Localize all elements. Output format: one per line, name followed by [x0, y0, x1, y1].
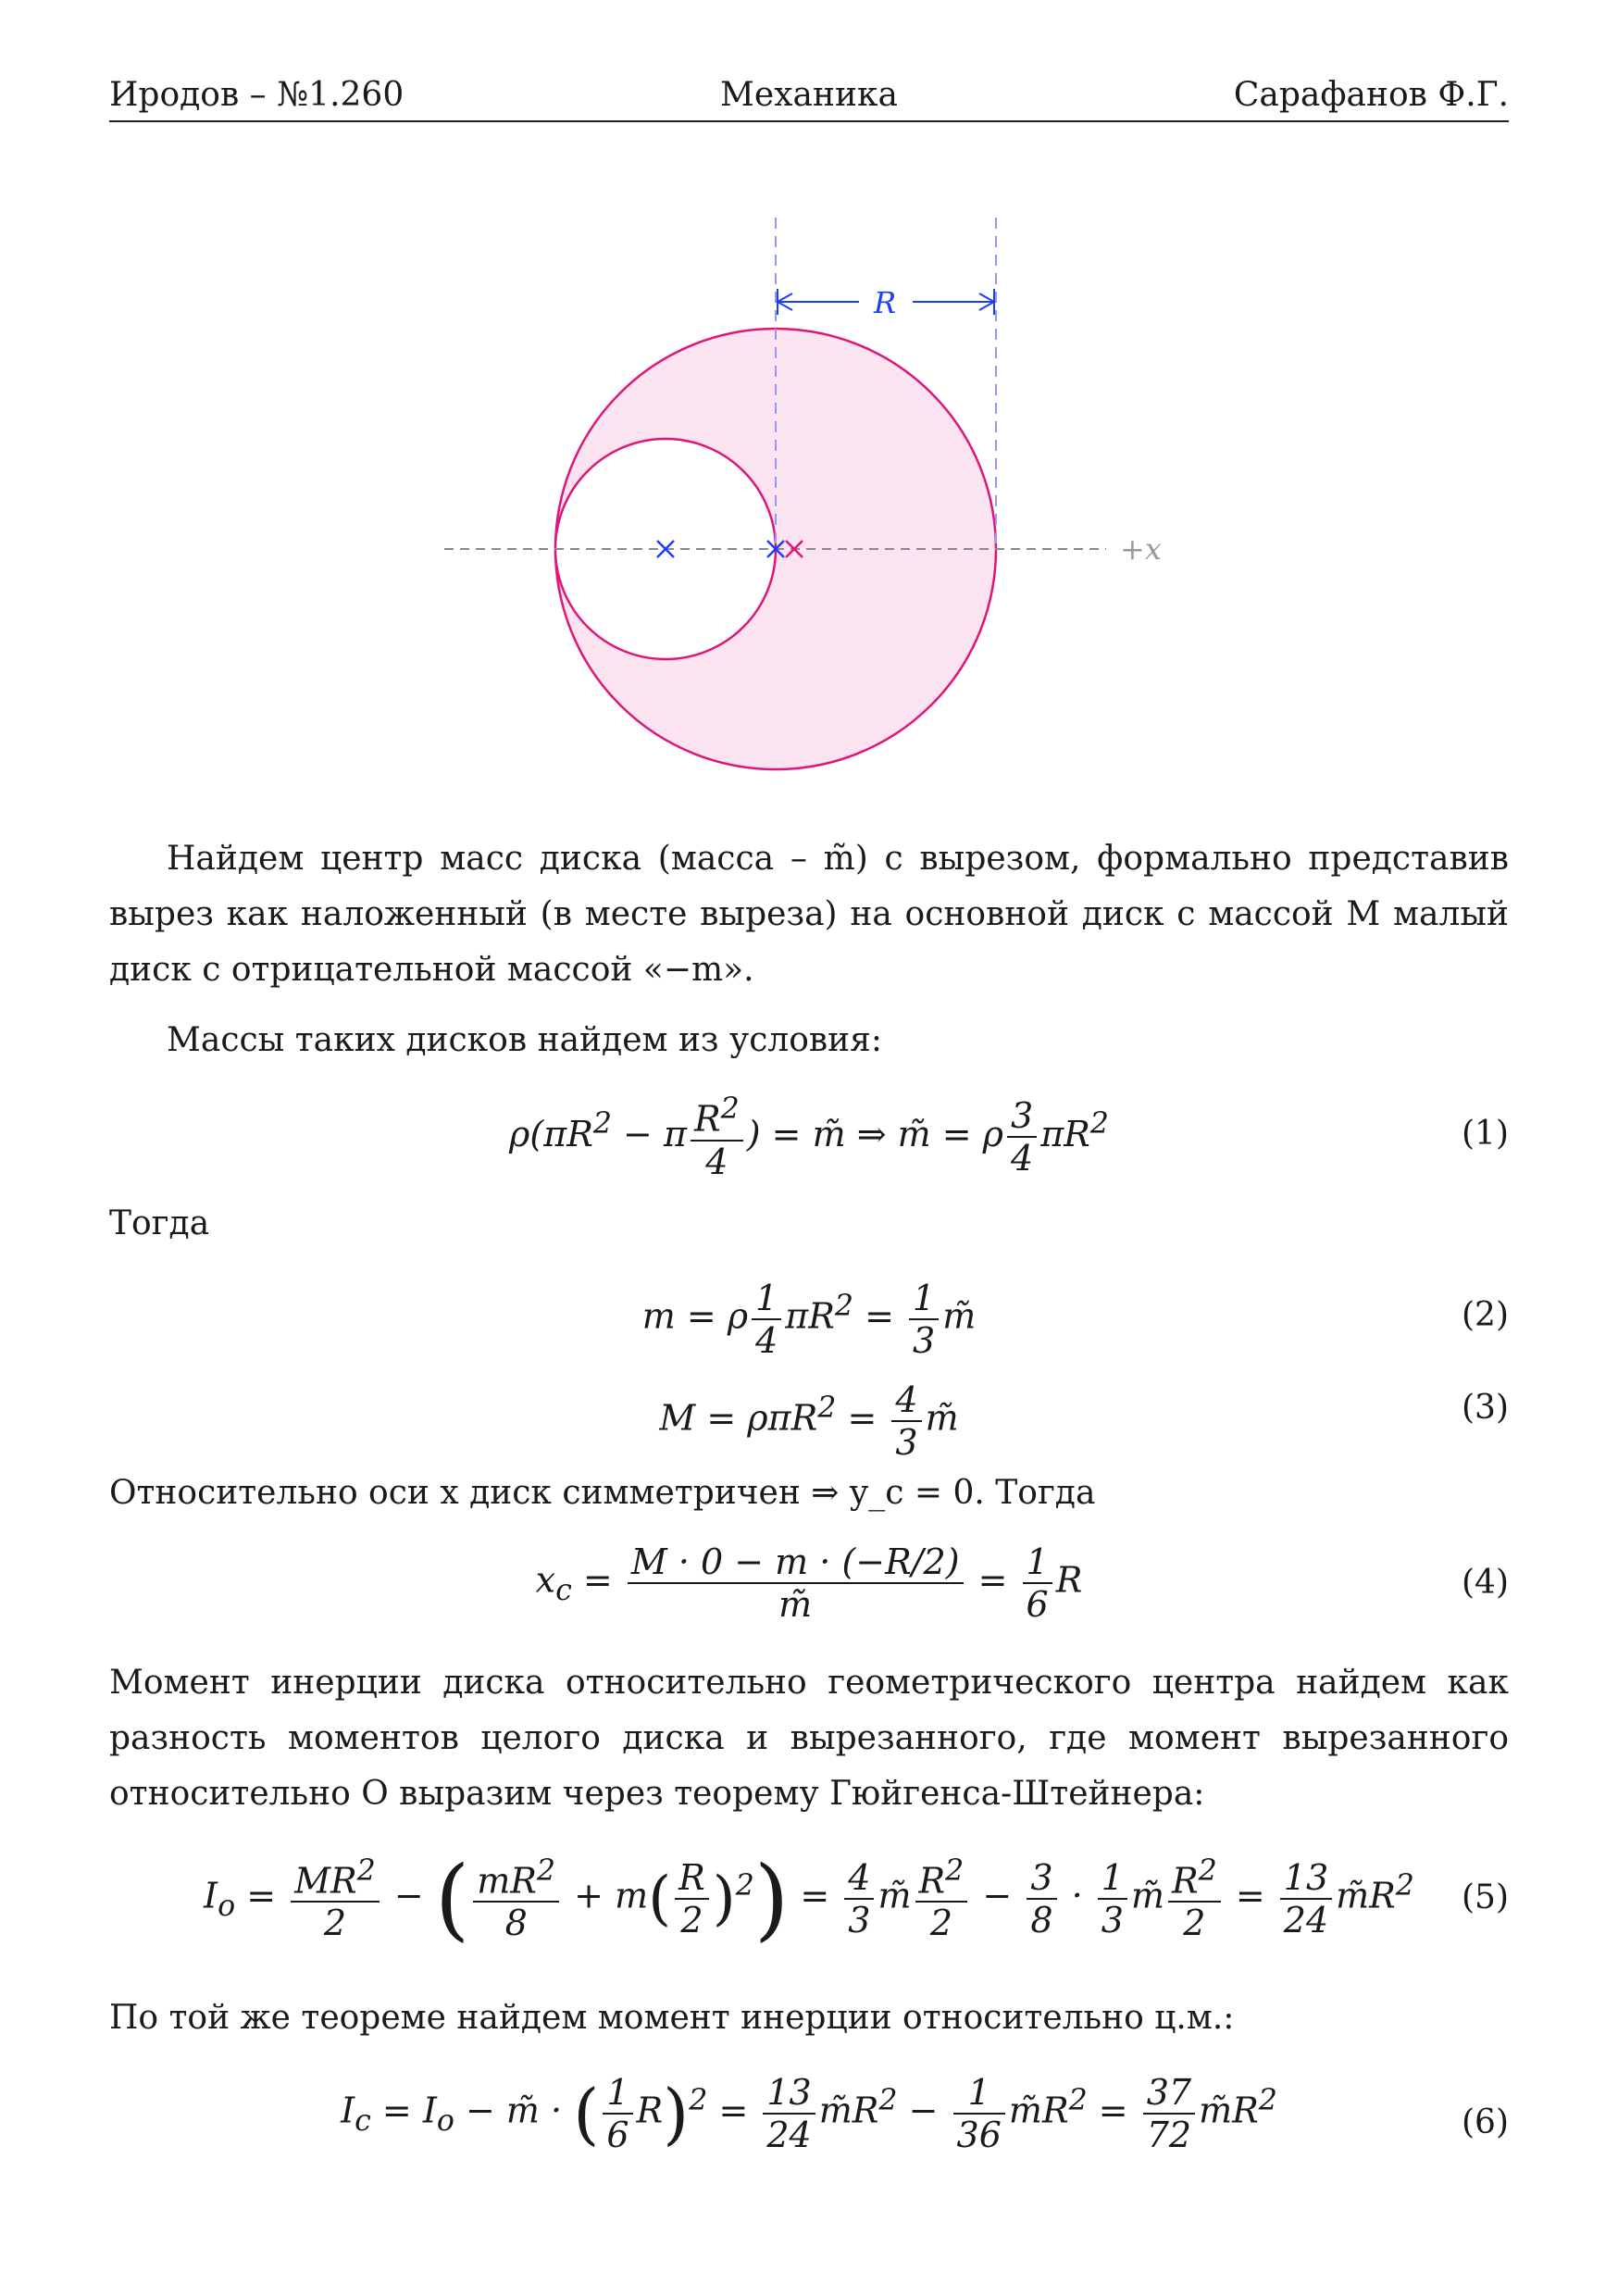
equation-1-number: (1)	[1462, 1115, 1509, 1153]
radius-label: R	[874, 285, 897, 320]
equation-3-body: M = ρπR$^2$ = $\frac{4}{3}$ m̃	[659, 1379, 959, 1463]
equation-2	[109, 1278, 1509, 1361]
equation-4	[109, 1541, 1509, 1634]
equation-5	[109, 1847, 1509, 1958]
equation-5-number: (5)	[1462, 1878, 1509, 1916]
equation-6	[109, 2072, 1509, 2183]
equation-2-number: (2)	[1462, 1296, 1509, 1334]
equation-3-number: (3)	[1462, 1389, 1509, 1427]
paragraph-symmetry: Относительно оси x диск симметричен ⇒ y_c = 0. Тогда	[109, 1474, 1096, 1512]
equation-4-number: (4)	[1462, 1564, 1509, 1602]
paragraph-center-of-mass: По той же теореме найдем момент инерции относительно ц.м.:	[109, 1999, 1235, 2037]
equation-6-body: $I_c = I_o$ − m̃ · ( $\frac{1}{6}$ R)$^2$ = $\frac{13}{24}$ $m̃R^2$ − $\frac{1}{36}$ $m̃R^2$ = $\frac{37}{72}$ $m̃R^2$	[341, 2072, 1277, 2155]
equation-2-body: m = ρ $\frac{1}{4}$ $\pi R^2$ = $\frac{1}{3}$ m̃	[641, 1278, 977, 1361]
equation-1	[109, 1092, 1509, 1185]
equation-6-number: (6)	[1462, 2103, 1509, 2141]
equation-1-body: $\rho(\pi R^2 - \pi$ $\frac{R^2}{4}$ ) = m̃ ⇒ m̃ = ρ $\frac{3}{4}$ $\pi R^2$	[509, 1092, 1109, 1182]
x-axis-label: +x	[1120, 531, 1162, 567]
header-left: Иродов – №1.260	[109, 76, 404, 114]
equation-4-body: $x_c$ = $\frac{M \cdot 0 - m \cdot (-R/2)}{m̃}$ = $\frac{1}{6}$ R	[535, 1541, 1083, 1625]
equation-3	[109, 1379, 1509, 1463]
paragraph-masses: Массы таких дисков найдем из условия:	[167, 1021, 882, 1059]
equation-5-body: $I_o$ = $\frac{MR^2}{2}$ − ( $\frac{mR^2}{8}$ + m( $\frac{R}{2}$ )$^2$) = $\frac{4}{3}$ m̃ $\frac{R^2}{2}$ − $\frac{3}{8}$ · $\frac{1}{3}$ m̃ $\frac{R^2}{2}$ = $\frac{13}{24}$ $m̃R^2$	[204, 1847, 1414, 1951]
header-right: Сарафанов Ф.Г.	[1233, 76, 1509, 114]
paragraph-then: Тогда	[109, 1204, 210, 1242]
paragraph-intro: Найдем центр масс диска (масса – m̃) с вырезом, формально представив вырез как наложенный (в месте выреза) на основной диск с массой M малый диск с отрицательной массой «−m».	[109, 840, 1509, 989]
disk-figure	[0, 0, 1618, 833]
paragraph-inertia: Момент инерции диска относительно геометрического центра найдем как разность моментов целого диска и вырезанного, где момент вырезанного относительно O выразим через теорему Гюйгенса-Штейнера:	[109, 1664, 1509, 1813]
header-center: Механика	[720, 76, 898, 114]
